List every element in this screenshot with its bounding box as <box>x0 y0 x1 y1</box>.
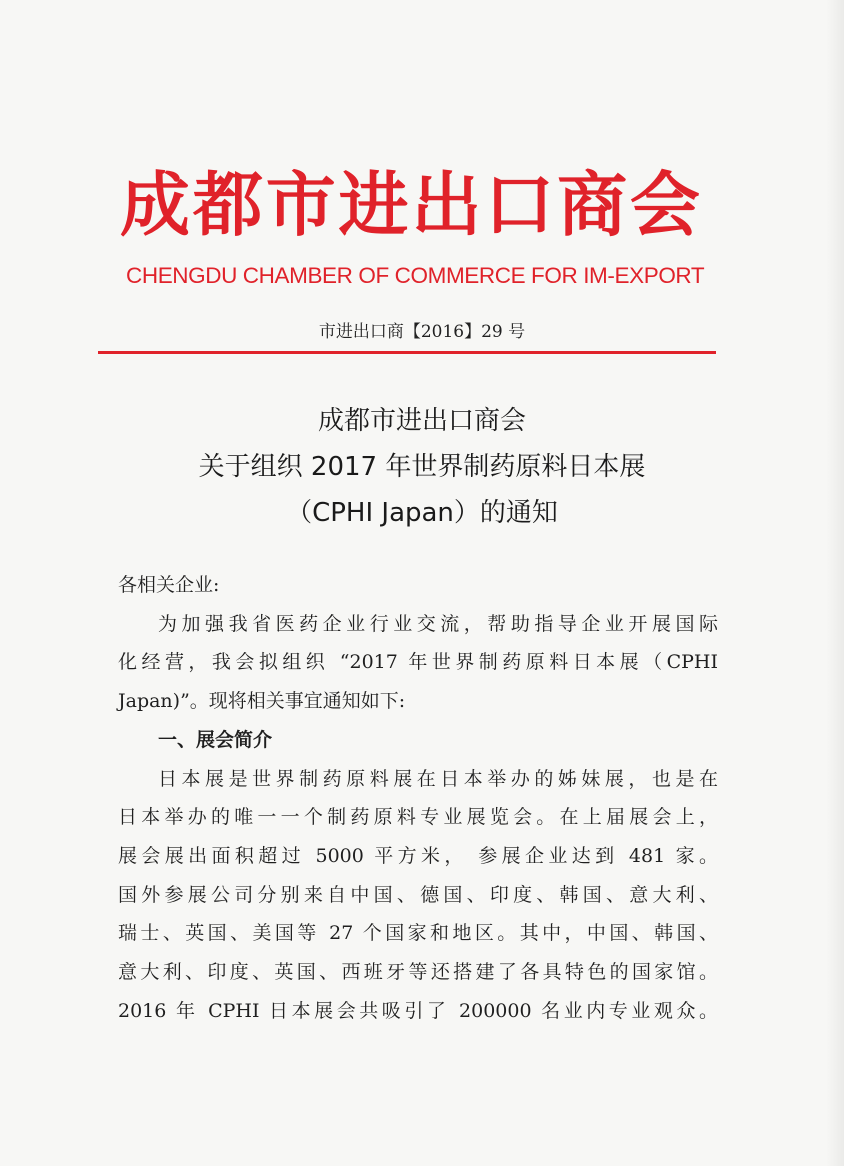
notice-title-line-1: 成都市进出口商会 <box>317 406 526 436</box>
org-title-char: 进 <box>338 163 409 246</box>
intro-line: 为加强我省医药企业行业交流，帮助指导企业开展国际 <box>158 612 718 635</box>
section-heading: 一、展会简介 <box>158 728 273 751</box>
section-line: 意大利、印度、英国、西班牙等还搭建了各具特色的国家馆。 <box>118 961 718 984</box>
org-title-char: 都 <box>192 163 263 246</box>
org-title-char: 市 <box>265 163 336 246</box>
section-line: 日本举办的唯一一个制药原料专业展览会。在上届展会上， <box>118 806 718 829</box>
section-line: 2016 年 CPHI 日本展会共吸引了 200000 名业内专业观众。 <box>118 999 718 1022</box>
notice-body <box>118 566 718 1030</box>
section-line: 日本展是世界制药原料展在日本举办的姊妹展，也是在 <box>158 767 718 790</box>
org-title-char: 出 <box>411 163 482 246</box>
document-number: 市进出口商【2016】29 号 <box>318 322 526 342</box>
intro-line: Japan)”。现将相关事宜通知如下: <box>118 690 406 713</box>
org-title-char: 会 <box>629 163 700 246</box>
notice-title-line-3: （CPHI Japan）的通知 <box>286 498 558 528</box>
org-letterhead-title <box>120 160 700 250</box>
section-line: 瑞士、英国、美国等 27 个国家和地区。其中，中国、韩国、 <box>118 922 718 945</box>
org-title-char: 口 <box>484 163 555 246</box>
org-title-char: 商 <box>557 163 628 246</box>
notice-title-line-2: 关于组织 2017 年世界制药原料日本展 <box>198 452 646 482</box>
notice-title <box>0 398 844 536</box>
intro-line: 化经营，我会拟组织 “2017 年世界制药原料日本展（CPHI <box>118 651 718 674</box>
org-title-char: 成 <box>120 163 190 246</box>
salutation: 各相关企业: <box>118 574 220 596</box>
red-divider-line <box>98 351 716 354</box>
section-line: 国外参展公司分别来自中国、德国、印度、韩国、意大利、 <box>118 883 718 906</box>
page-edge-shadow <box>826 0 844 1166</box>
section-line: 展会展出面积超过 5000 平方米， 参展企业达到 481 家。 <box>118 844 718 867</box>
org-english-name: CHENGDU CHAMBER OF COMMERCE FOR IM-EXPORT <box>126 263 705 288</box>
